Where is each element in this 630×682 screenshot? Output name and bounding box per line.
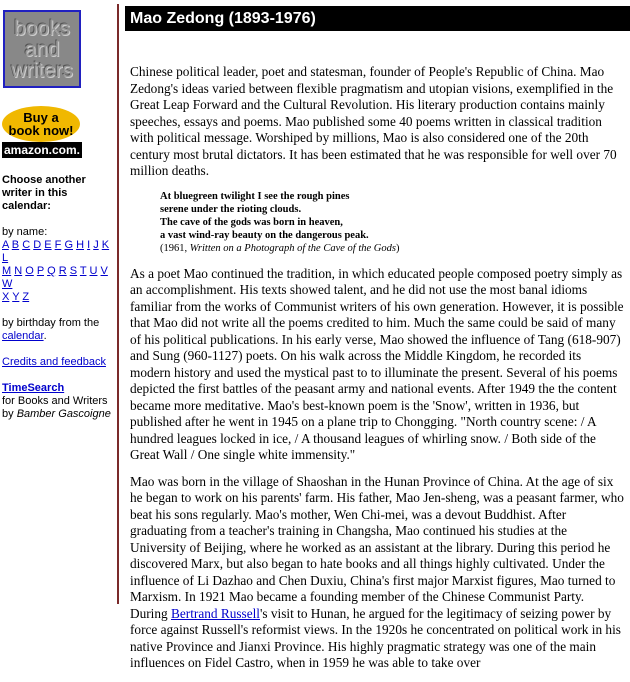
poem-cite-end: )	[395, 243, 400, 255]
letter-link-h[interactable]: H	[76, 239, 85, 251]
by-text: by	[2, 408, 17, 420]
poem-quote	[160, 190, 625, 256]
letter-link-f[interactable]: F	[54, 239, 62, 251]
letter-link-q[interactable]: Q	[47, 265, 56, 277]
letter-link-c[interactable]: C	[22, 239, 31, 251]
letter-link-u[interactable]: U	[89, 265, 98, 277]
letter-link-g[interactable]: G	[64, 239, 73, 251]
para3-text: Mao was born in the village of Shaoshan in the Hunan Province of China. At the age of six he began to work on his parents' farm. His father, Mao Jen-sheng, was a peasant farmer, who beat his sons regularly. Mao's mother, Wen Chi-mei, was a devout Buddhist. After graduating from a teacher's training in Changsha, Mao continued his studies at the University of Beijing, where he worked as an assistant at the library. During this period he discovered Marx, but also began to hate books and all things highly cultivated. Under the influence of Li Dazhao and Chen Duxiu, China's first major Marxist figures, Mao turned to Marxism. In 1921 Mao became a founding member of the Chinese Communist Party. During	[130, 473, 624, 621]
poem-line: a vast wind-ray beauty on the dangerous peak.	[160, 230, 369, 242]
for-books-text: for Books and Writers	[2, 395, 108, 407]
letter-link-t[interactable]: T	[79, 265, 87, 277]
paragraph-3	[130, 474, 625, 672]
letter-link-l[interactable]: L	[2, 252, 9, 264]
amazon-line1: Buy a	[23, 110, 59, 125]
letter-link-o[interactable]: O	[25, 265, 34, 277]
credits-link[interactable]: Credits and feedback	[2, 356, 106, 368]
sidebar	[2, 10, 114, 434]
letter-link-r[interactable]: R	[58, 265, 67, 277]
poem-line: The cave of the gods was born in heaven,	[160, 216, 343, 228]
poem-line: serene under the rioting clouds.	[160, 203, 302, 215]
para3-text-end: 's visit to Hunan, he argued for the legitimacy of seizing power by force against Russell's reformist views. In the 1920s he concentrated on political work in his native Province and Jianxi Province. His highly pragmatic strategy was one of the main influences on Fidel Castro, when in 1959 he was able to take over	[130, 605, 621, 671]
article	[130, 64, 625, 682]
paragraph-2: As a poet Mao continued the tradition, in which educated people composed poetry simply as an accomplishment. His texts showed talent, and he did not use the most banal idioms familiar from the works of Communist writers of his own generation. However, it is possible that Mao did not write all the poems credited to him. Much the same could be said of many of his political publications. In his early verse, Mao showed the influence of Tang (618-907) and Sung (960-1127) poets. On his walk across the Middle Kingdom, he recorded its modern history and used the mystical past to to illuminate the present. Several of his poems depicted the first battles of the peasant army and national events. After 1949 the the content became more meditative. Mao's best-known poem is the 'Snow', written in 1936, but published after he went in 1945 on a plane trip to Chongging. "North country scene: / A hundred leagues locked in ice, / A thousand leagues of whirling snow. / Both side of the Great Wall / One single white immensity."	[130, 265, 624, 463]
calendar-link[interactable]: calendar	[2, 330, 44, 342]
letter-link-n[interactable]: N	[14, 265, 23, 277]
letter-link-z[interactable]: Z	[22, 291, 30, 303]
by-birthday-label: by birthday from the	[2, 317, 100, 329]
books-and-writers-logo[interactable]: books and writers	[3, 10, 81, 88]
letter-link-y[interactable]: Y	[12, 291, 20, 303]
letter-link-m[interactable]: M	[2, 265, 12, 277]
letter-link-s[interactable]: S	[69, 265, 78, 277]
author-name: Bamber Gascoigne	[16, 408, 111, 420]
poem-cite-title: Written on a Photograph of the Cave of the Gods	[189, 243, 396, 255]
page-title: Mao Zedong (1893-1976)	[125, 6, 630, 31]
letter-link-k[interactable]: K	[101, 239, 110, 251]
letter-links	[2, 239, 109, 303]
amazon-oval	[2, 106, 80, 142]
letter-link-e[interactable]: E	[44, 239, 52, 251]
amazon-line2: book now!	[8, 123, 74, 138]
letter-link-v[interactable]: V	[100, 265, 108, 277]
letter-link-w[interactable]: W	[2, 278, 13, 290]
amazon-brand: amazon.com.	[3, 143, 81, 157]
letter-link-d[interactable]: D	[33, 239, 42, 251]
bertrand-russell-link[interactable]: Bertrand Russell	[171, 605, 261, 621]
poem-line: At bluegreen twilight I see the rough pines	[160, 190, 350, 202]
by-name-label: by name:	[2, 226, 48, 238]
letter-link-a[interactable]: A	[2, 239, 9, 251]
letter-link-b[interactable]: B	[11, 239, 20, 251]
letter-link-x[interactable]: X	[2, 291, 10, 303]
amazon-buy-banner[interactable]	[2, 106, 82, 158]
timesearch-link[interactable]: TimeSearch	[2, 382, 65, 394]
period: .	[43, 330, 47, 342]
divider	[117, 4, 119, 604]
paragraph-1: Chinese political leader, poet and statesman, founder of People's Republic of China. Mao Zedong's ideas varied between flexible pragmatism and utopian visions, exemplified in the Great Leap Forward and the Cultural Revolution. His literary production contains mainly speeches, essays and poems. Mao published some 40 poems written in classical tradition with political message. Worshiped by millions, Mao is also considered one of the 20th century most brutal dictators. It has been estimated that he was responsible for well over 70 million deaths.	[130, 64, 617, 178]
poem-cite: (1961,	[160, 243, 190, 255]
choose-heading: Choose another writer in this calendar:	[2, 174, 86, 212]
letter-link-p[interactable]: P	[36, 265, 45, 277]
letter-link-j[interactable]: J	[93, 239, 99, 251]
letter-link-i[interactable]: I	[87, 239, 91, 251]
